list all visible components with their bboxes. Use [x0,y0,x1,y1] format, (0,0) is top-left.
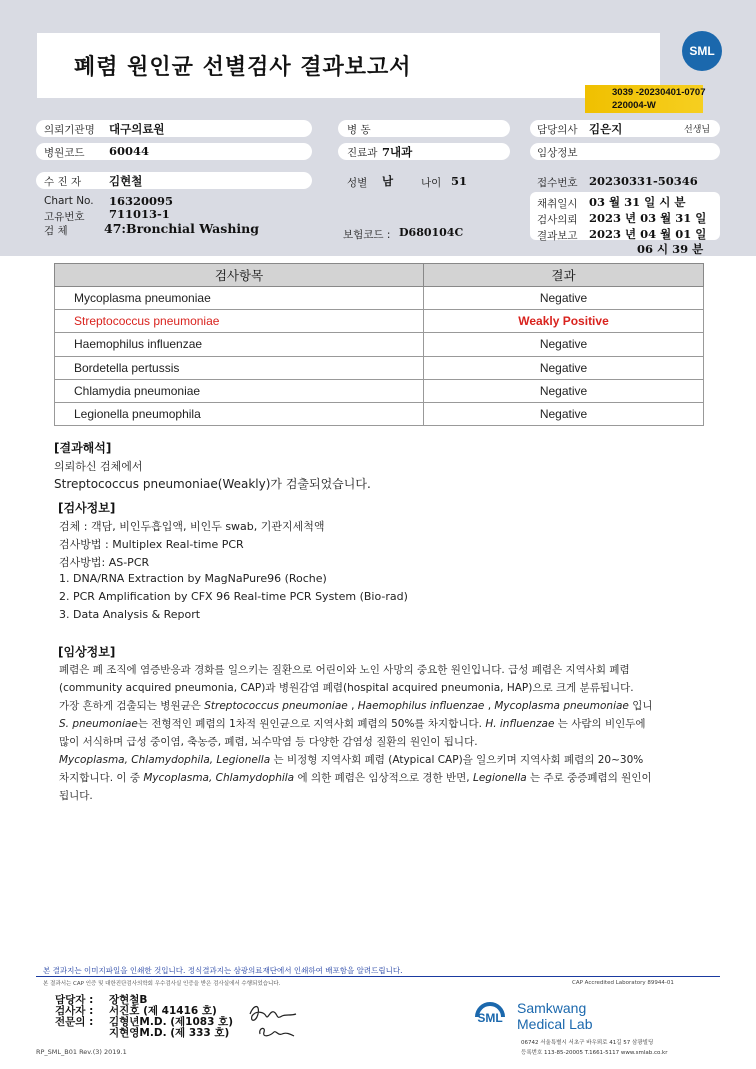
table-row [55,402,704,425]
test-info-line: 3. Data Analysis & Report [59,608,201,621]
table-row [55,287,704,310]
specimen-label: 검 체 [44,225,68,237]
clinical-para-line: S. pneumoniae는 전형적인 폐렴의 1차적 원인균으로 지역사회 폐렴의 50%를 차지합니다. H. influenzae 는 사람의 비인두에 [59,718,646,730]
document-code: RP_SML_B01 Rev.(3) 2019.1 [36,1048,127,1056]
report-id-tag [585,85,706,113]
test-item: Legionella pneumophila [55,402,424,425]
lab-registration: 등록번호 113-85-20005 T.1661-5117 www.smlab.co.kr [521,1050,668,1056]
test-result: Negative [424,356,704,379]
title-box [37,33,660,98]
collect-value: 03 월 31 일 시 분 [589,195,686,209]
chart-no-label: Chart No. [44,195,94,207]
report-id-line2: 220004-W [612,100,656,111]
result-time: 06 시 39 분 [637,242,704,256]
clinical-para-line: (community acquired pneumonia, CAP)과 병원감염 폐렴(hospital acquired pneumonia, HAP)으로 크게 분류됩니다. [59,682,634,694]
clinical-info-heading: [임상정보] [58,645,116,659]
header-test-item: 검사항목 [55,264,424,287]
doctor-value: 김은지 [589,122,623,136]
header-result: 결과 [424,264,704,287]
institution-value: 대구의료원 [109,122,165,136]
sex-label: 성별 [347,177,368,189]
clinical-para-line: 많이 서식하며 급성 중이염, 축농증, 폐렴, 뇌수막염 등 다양한 감염성 질환의 원인이 됩니다. [59,736,478,748]
clinical-label: 임상정보 [537,147,578,159]
patient-name-value: 김현철 [109,174,143,188]
test-info-line: 1. DNA/RNA Extraction by MagNaPure96 (Roche) [59,572,327,585]
test-item: Mycoplasma pneumoniae [55,287,424,310]
footer-divider [36,976,720,977]
clinical-para-line: 가장 흔하게 검출되는 병원균은 Streptococcus pneumoniae , Haemophilus influenzae , Mycoplasma pneumoniae 입니 [59,700,653,712]
clinical-para-line: 됩니다. [59,790,93,802]
request-label: 검사의뢰 [537,214,578,226]
collect-label: 채취일시 [537,198,578,210]
unique-no-label: 고유번호 [44,211,85,223]
signature-icon [246,1000,302,1044]
test-info-line: 2. PCR Amplification by CFX 96 Real-time PCR System (Bio-rad) [59,590,408,603]
interpretation-line1: 의뢰하신 검체에서 [54,460,143,473]
test-item: Streptococcus pneumoniae [55,310,424,333]
unique-no-value: 711013-1 [109,207,170,221]
test-info-line: 검사방법: AS-PCR [59,556,150,569]
dept-label: 진료과 [347,147,378,159]
footer-fine-print: 본 결과서는 CAP 인증 및 대한진단검사의학회 우수검사실 인증을 받은 검사실에서 수행되었습니다. [43,981,281,987]
test-result: Negative [424,402,704,425]
specialist-value-2: 지현영M.D. (제 333 호) [109,1027,230,1039]
dept-value: 7내과 [382,145,413,159]
lab-name-line2: Medical Lab [517,1016,593,1032]
lab-address: 06742 서울특별시 서초구 바우뫼로 41길 57 삼광빌딩 [521,1040,654,1046]
doctor-suffix: 선생님 [684,125,711,135]
table-row [55,356,704,379]
cap-accreditation: CAP Accredited Laboratory 89944-01 [572,980,674,986]
insurance-label: 보험코드 : [343,229,391,241]
table-row [55,333,704,356]
interpretation-heading: [결과해석] [54,441,112,455]
test-item: Chlamydia pneumoniae [55,379,424,402]
test-info-heading: [검사정보] [58,501,116,515]
responsible-label: 담당자 : [55,994,94,1006]
receipt-value: 20230331-50346 [589,174,698,188]
test-result: Weakly Positive [424,310,704,333]
checker-label: 검사자 : [55,1005,94,1017]
age-value: 51 [451,174,468,188]
test-item: Bordetella pertussis [55,356,424,379]
sml-logo-icon: SML [682,31,722,71]
footer-notice: 본 결과지는 이미지파일을 인쇄한 것입니다. 정식결과지는 삼광의료재단에서 인쇄하여 배포함을 알려드립니다. [43,966,403,975]
report-id-line1: 3039 -20230401-0707 [612,87,706,98]
ward-label: 병 동 [347,124,371,136]
specimen-value: 47:Bronchial Washing [104,221,259,236]
checker-value: 서진호 (제 41416 호) [109,1005,217,1017]
result-label: 결과보고 [537,230,578,242]
request-value: 2023 년 03 월 31 일 [589,211,707,225]
result-value: 2023 년 04 월 01 일 [589,227,707,241]
table-header-row [55,264,704,287]
lab-name-line1: Samkwang [517,1000,587,1016]
patient-name-label: 수 진 자 [44,176,82,188]
svg-text:SML: SML [477,1011,503,1025]
institution-label: 의뢰기관명 [44,124,95,136]
hospital-code-label: 병원코드 [44,147,85,159]
test-item: Haemophilus influenzae [55,333,424,356]
sml-footer-logo-icon [469,995,511,1035]
results-table [54,263,704,426]
specialist-value-1: 김형년M.D. (제1083 호) [109,1016,233,1028]
chart-no-value: 16320095 [109,194,174,208]
test-result: Negative [424,287,704,310]
test-info-line: 검체 : 객담, 비인두흡입액, 비인두 swab, 기관지세척액 [59,520,325,533]
doctor-label: 담당의사 [537,124,578,136]
responsible-value: 장현철B [109,994,148,1006]
clinical-para-line: 차지합니다. 이 중 Mycoplasma, Chlamydophila 에 의한 폐렴은 임상적으로 경한 반면, Legionella 는 주로 중증폐렴의 원인이 [59,772,652,784]
interpretation-line2: Streptococcus pneumoniae(Weakly)가 검출되었습니다. [54,477,371,491]
test-info-line: 검사방법 : Multiplex Real-time PCR [59,538,244,551]
table-row [55,379,704,402]
age-label: 나이 [421,177,442,189]
insurance-value: D680104C [399,226,464,239]
report-title: 폐렴 원인균 선별검사 결과보고서 [74,55,412,80]
sex-value: 남 [382,174,394,188]
test-result: Negative [424,379,704,402]
specialist-label: 전문의 : [55,1016,94,1028]
test-result: Negative [424,333,704,356]
table-row-positive [55,310,704,333]
clinical-para-line: 폐렴은 폐 조직에 염증반응과 경화를 일으키는 질환으로 어린이와 노인 사망의 중요한 원인입니다. 급성 폐렴은 지역사회 폐렴 [59,664,630,676]
hospital-code-value: 60044 [109,144,150,158]
clinical-para-line: Mycoplasma, Chlamydophila, Legionella 는 비정형 지역사회 폐렴 (Atypical CAP)을 일으키며 지역사회 폐렴의 20~30% [59,754,644,766]
receipt-label: 접수번호 [537,177,578,189]
